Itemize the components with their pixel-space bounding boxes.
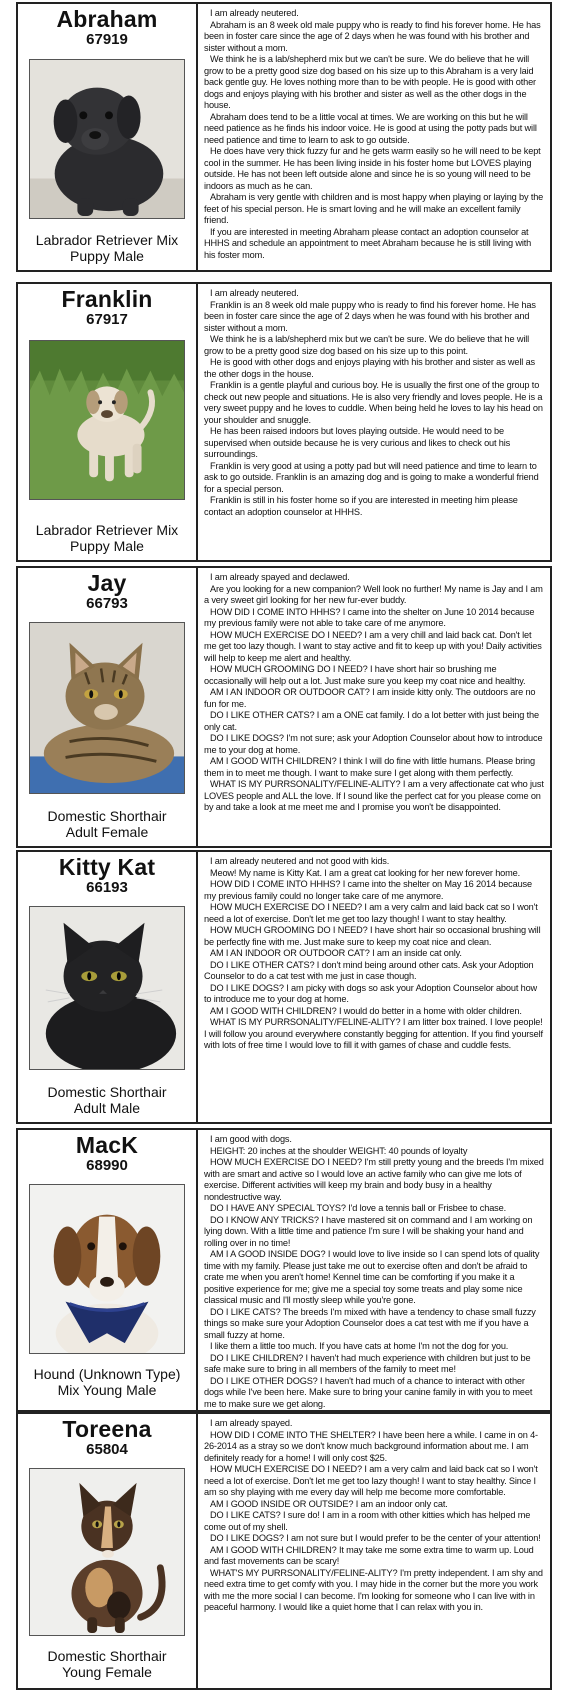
pet-name: Abraham — [56, 6, 158, 32]
pet-id: 66193 — [86, 879, 128, 896]
pet-card-toreena — [16, 1412, 552, 1690]
pet-info-column — [18, 852, 196, 1122]
pet-description: I am already spayed and declawed. Are you looking for a new companion? Well look no further! My name is Jay and I am a very sweet girl looking for her new fur-ever buddy. HOW DID I COME INTO HHHS? I came into the shelter on June 10 2014 because my previous family were not able to take care of me anymore. HOW MUCH EXERCISE DO I NEED? I am a very chill and laid back cat. Don't let me get too lazy though. I want to stay active and fit to keep up with you! Daily activities will help to keep me alert and healthy. HOW MUCH GROOMING DO I NEED? I have short hair so brushing me occasionally will help out a lot. Just make sure you keep my coat nice and healthy. AM I AN INDOOR OR OUTDOOR CAT? I am inside kitty only. The outdoors are no fun for me. DO I LIKE OTHER CATS? I am a ONE cat family. I do a lot better with just being the only cat. DO I LIKE DOGS? I'm not sure; ask your Adoption Counselor about how to introduce me to your dog at home. AM I GOOD WITH CHILDREN? I think I will do fine with little humans. Please bring them in to meet me though. I want to make sure I get along with them perfectly. WHAT IS MY PURRSONALITY/FELINE-ALITY? I am a very affectionate cat who just LOVES people and ALL the love. If I sound like the perfect cat for you please come on by and take a look at me meet me and I promise you won't be disappointed. — [204, 572, 544, 812]
pet-id: 65804 — [86, 1441, 128, 1458]
pet-description: I am good with dogs. HEIGHT: 20 inches at the shoulder WEIGHT: 40 pounds of loyalty HOW MUCH EXERCISE DO I NEED? I'm still pretty young and the breeds I'm mixed with are smart and active so I would love an active family who can give me lots of exercise. Different activities will keep my brain and body busy in a healthy nondestructive way. DO I HAVE ANY SPECIAL TOYS? I'd love a tennis ball or Frisbee to chase. DO I KNOW ANY TRICKS? I have mastered sit on command and I am working on lying down. With a little time and patience I'm sure I will be shaking your hand and rolling over in no time! AM I A GOOD INSIDE DOG? I would love to live inside so I can spend lots of quality time with my family. Please just take me out to exercise often and don't be afraid to crate me when you aren't home! Kennel time can be comforting if you make it a positive experience for me; give me a special toy some treats and play some nice classical music and I'll mostly sleep while you're gone. DO I LIKE CATS? The breeds I'm mixed with have a tendency to chase small fuzzy things so make sure your Adoption Counselor does a cat test with me if you have a small fuzzy at home. I like them a little too much. If you have cats at home I'm not the dog for you. DO I LIKE CHILDREN? I haven't had much experience with children but just to be safe make sure to bring in all members of the family to meet me! DO I LIKE OTHER DOGS? I haven't had much of a chance to interact with other dogs while I've been here. Make sure to bring your canine family in with you to meet me to make sure we get along. — [204, 1134, 544, 1409]
pet-description: I am already neutered and not good with kids. Meow! My name is Kitty Kat. I am a great cat looking for her new forever home. HOW DID I COME INTO HHHS? I came into the shelter on May 16 2014 because my previous family could no longer take care of me anymore. HOW MUCH EXERCISE DO I NEED? I am a very calm and laid back cat so I won't need a lot of exercise. Don't let me get too lazy though! I want to stay healthy. HOW MUCH GROOMING DO I NEED? I have short hair so occasional brushing will be perfectly fine with me. Just make sure to keep my coat nice and clean. AM I AN INDOOR OR OUTDOOR CAT? I am an inside cat only. DO I LIKE OTHER CATS? I don't mind being around other cats. Ask your Adoption Counselor to do a cat test with me just in case though. DO I LIKE DOGS? I am picky with dogs so ask your Adoption Counselor about how to introduce me to your dog at home. AM I GOOD WITH CHILDREN? I would do better in a home with older children. WHAT IS MY PURRSONALITY/FELINE-ALITY? I am litter box trained. I love people! I will follow you around everywhere constantly begging for attention. If you find yourself with lots of free time I would love to fill it with games of chase and cuddle fests. — [204, 856, 543, 1050]
pet-info-column — [18, 1414, 196, 1688]
pet-name: Toreena — [62, 1416, 152, 1442]
pet-id: 66793 — [86, 595, 128, 612]
pet-card-kitty-kat — [16, 850, 552, 1124]
pet-description: I am already neutered. Abraham is an 8 week old male puppy who is ready to find his forever home. He has been in foster care since the age of 2 days when he was found with his brother and sister without a mom. We think he is a lab/shepherd mix but we can't be sure. We do believe that he will grow to be a pretty good size dog based on his size up to this Abraham is a very laid back gentle guy. He loves nothing more than to be with people. He is good with other dogs and enjoys playing with his brother and sister as well as the other dogs in the house. Abraham does tend to be a little vocal at times. We are working on this but he will need patience as he finds his indoor voice. He is good at using the potty pads but will need patience and time to learn to ask to go outside. He does have very thick fuzzy fur and he gets warm easily so he will need to be kept cool in the summer. He has been living inside in his foster home but LOVES playing outside. He has not been left outside alone and since he is so young will need to be indoors as much as he can. Abraham is very gentle with children and is most happy when playing or laying by the feet of his special person. He is smart loving and he will make an excellent family friend. If you are interested in meeting Abraham please contact an adoption counselor at HHHS and schedule an appointment to meet Abraham because he is still living with his foster mom. — [204, 8, 544, 260]
column-divider — [196, 568, 198, 846]
column-divider — [196, 852, 198, 1122]
pet-card-abraham — [16, 2, 552, 272]
pet-description: I am already spayed. HOW DID I COME INTO THE SHELTER? I have been here a while. I came in on 4-26-2014 as a stray so we don't know much background information about me. I am definitely ready for a home! I will only cost $25. HOW MUCH EXERCISE DO I NEED? I am a very calm and laid back cat so I won't need a lot of exercise. Don't let me get too lazy though! I want to stay healthy. Since I am so shy playing with me every day will help me become more comfortable. AM I GOOD INSIDE OR OUTSIDE? I am an indoor only cat. DO I LIKE CATS? I sure do! I am in a room with other kitties which has helped me come out of my shell. DO I LIKE DOGS? I am not sure but I would prefer to be the center of your attention! AM I GOOD WITH CHILDREN? It may take me some extra time to warm up. Loud and fast movements can be scary! WHAT'S MY PURRSONALITY/FELINE-ALITY? I'm pretty independent. I am shy and need extra time to get comfy with you. I may hide in the corner but the more you work with me the more social I can become. I'm looking for someone who I can live with in peaceful harmony. I would like a quiet home that I can relax with you in. — [204, 1418, 543, 1612]
tortoiseshell-cat-photo — [29, 1468, 185, 1636]
pet-id: 67919 — [86, 31, 128, 48]
pet-id: 68990 — [86, 1157, 128, 1174]
pet-info-column — [18, 1130, 196, 1410]
pet-card-jay — [16, 566, 552, 848]
pet-info-column — [18, 4, 196, 270]
column-divider — [196, 1414, 198, 1688]
tan-puppy-on-grass-photo — [29, 340, 185, 500]
column-divider — [196, 1130, 198, 1410]
black-cat-photo — [29, 906, 185, 1070]
pet-info-column — [18, 568, 196, 846]
column-divider — [196, 284, 198, 560]
pet-name: Jay — [87, 570, 127, 596]
pet-breed: Domestic Shorthair Young Female — [47, 1648, 167, 1680]
tabby-cat-photo — [29, 622, 185, 794]
pet-breed: Labrador Retriever Mix Puppy Male — [35, 232, 179, 264]
black-puppy-photo — [29, 59, 185, 219]
hound-dog-bandana-photo — [29, 1184, 185, 1354]
pet-description: I am already neutered. Franklin is an 8 week old male puppy who is ready to find his forever home. He has been in foster care since the age of 2 days when he was found with his brother and sister without a mom. We think he is a lab/shepherd mix but we can't be sure. We do believe that he will grow to be a pretty good size dog based on his size up to this point. He is good with other dogs and enjoys playing with his brother and sister as well as the other dogs in the house. Franklin is a gentle playful and curious boy. He is usually the first one of the group to check out new people and situations. He is also very friendly and loves people. He is a very sweet puppy and he loves to cuddle. When being held he loves to lay his head on your shoulder and snuggle. He has been raised indoors but loves playing outside. He would need to be supervised when outside because he is very curious and likes to check out his surroundings. Franklin is very good at using a potty pad but will need patience and time to learn to ask to go outside. Franklin is an amazing dog and is going to make a wonderful friend for a special person. Franklin is still in his foster home so if you are interested in meeting him please contact an adoption counselor at HHHS. — [204, 288, 543, 517]
pet-id: 67917 — [86, 311, 128, 328]
pet-card-franklin — [16, 282, 552, 562]
pet-info-column — [18, 284, 196, 560]
pet-card-mack — [16, 1128, 552, 1412]
pet-name: Franklin — [61, 286, 153, 312]
pet-breed: Domestic Shorthair Adult Female — [47, 808, 167, 840]
pet-breed: Hound (Unknown Type) Mix Young Male — [33, 1366, 181, 1398]
pet-breed: Labrador Retriever Mix Puppy Male — [35, 522, 179, 554]
pet-breed: Domestic Shorthair Adult Male — [47, 1084, 167, 1116]
pet-name: Kitty Kat — [58, 854, 156, 880]
column-divider — [196, 4, 198, 270]
pet-name: MacK — [75, 1132, 139, 1158]
